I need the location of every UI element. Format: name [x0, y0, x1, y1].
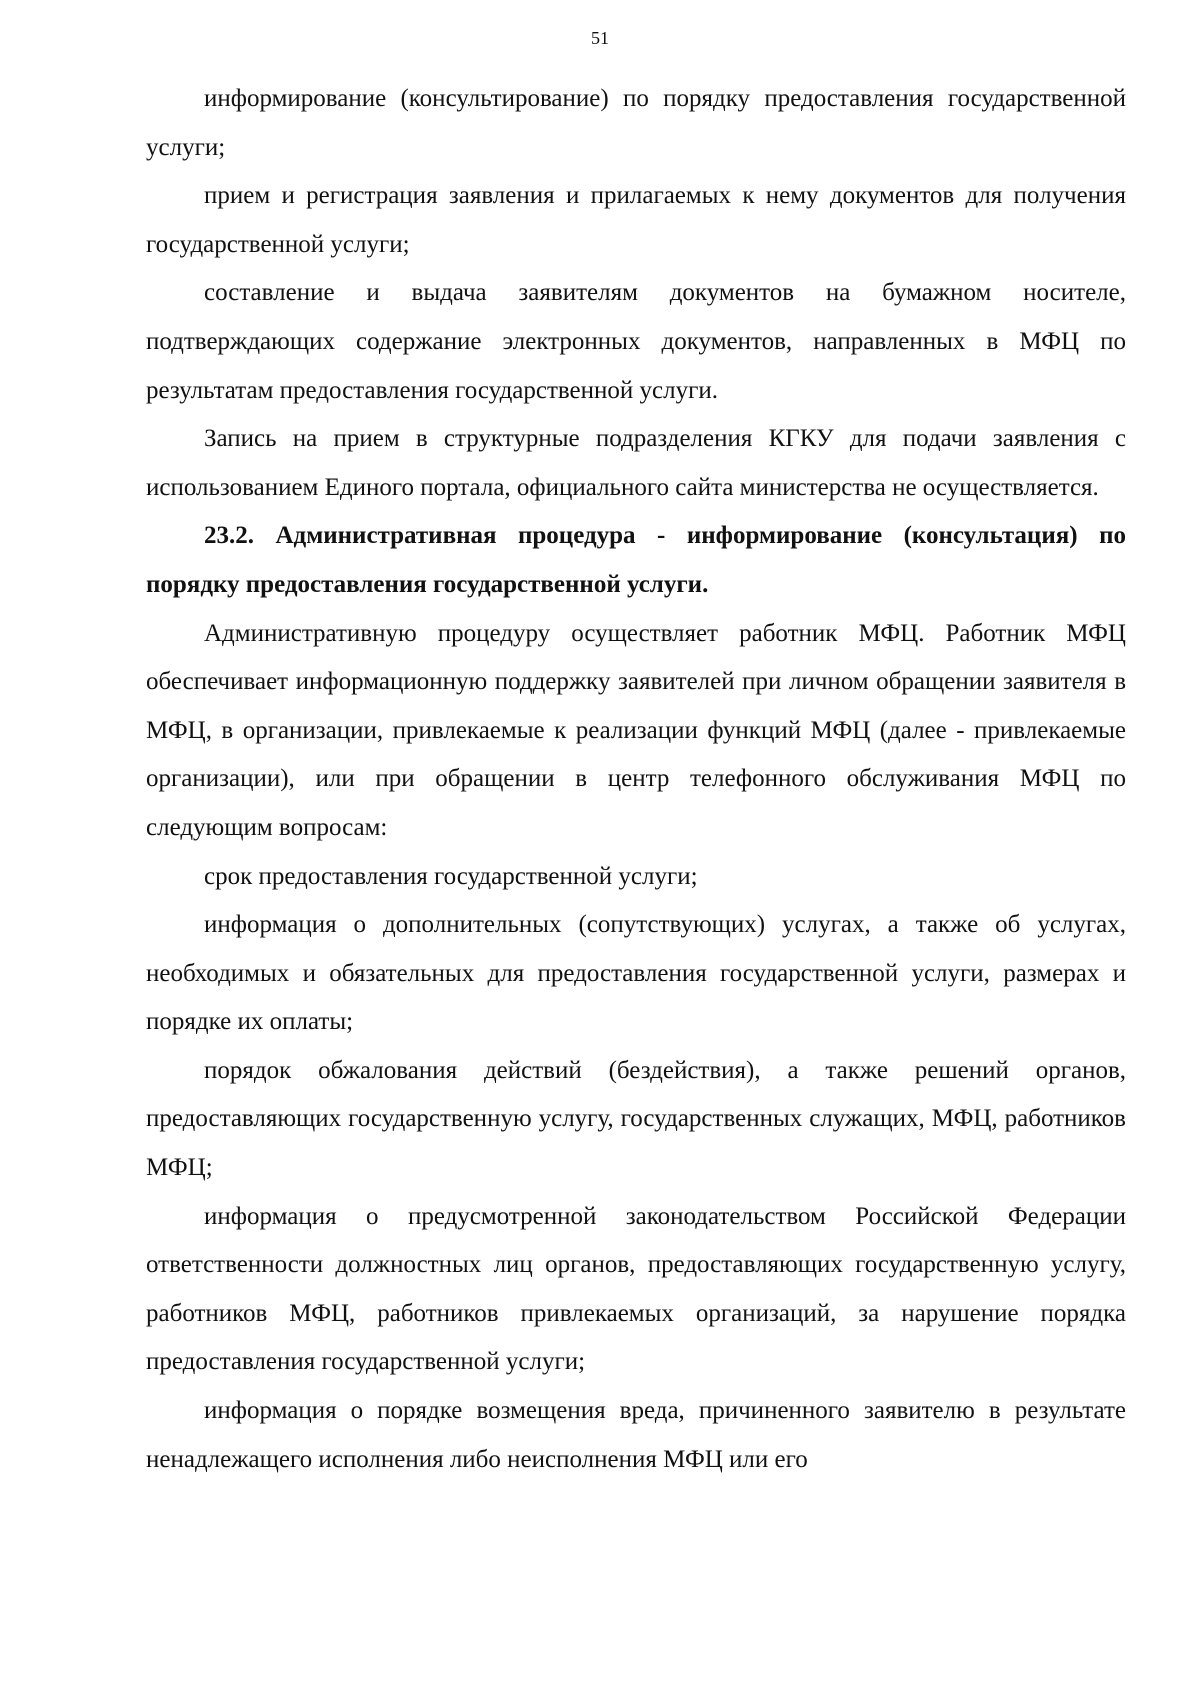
section-heading-23-2: 23.2. Административная процедура - информирование (консультация) по порядку предоставления государственной услуги. — [146, 522, 1126, 598]
paragraph-service-term: срок предоставления государственной услуги; — [204, 862, 698, 890]
paragraph-paper-documents: составление и выдача заявителям документов на бумажном носителе, подтверждающих содержание электронных документов, направленных в МФЦ по результатам предоставления государственной услуги. — [146, 279, 1126, 404]
paragraph-additional-services: информация о дополнительных (сопутствующих) услугах, а также об услугах, необходимых и обязательных для предоставления государственной услуги, размерах и порядке их оплаты; — [146, 911, 1126, 1036]
paragraph-liability: информация о предусмотренной законодательством Российской Федерации ответственности должностных лиц органов, предоставляющих государственную услугу, работников МФЦ, работников привлекаемых организаций, за нарушение порядка предоставления государственной услуги; — [146, 1202, 1126, 1376]
document-body — [146, 75, 1126, 1484]
paragraph-appeal-procedure: порядок обжалования действий (бездействия), а также решений органов, предоставляющих государственную услугу, государственных служащих, МФЦ, работников МФЦ; — [146, 1056, 1126, 1182]
paragraph-procedure-description: Административную процедуру осуществляет работник МФЦ. Работник МФЦ обеспечивает информационную поддержку заявителей при личном обращении заявителя в МФЦ, в организации, привлекаемые к реализации функций МФЦ (далее - привлекаемые организации), или при обращении в центр телефонного обслуживания МФЦ по следующим вопросам: — [146, 619, 1126, 841]
paragraph-damage-compensation: информация о порядке возмещения вреда, причиненного заявителю в результате ненадлежащего исполнения либо неисполнения МФЦ или его — [146, 1397, 1126, 1473]
paragraph-reception-registration: прием и регистрация заявления и прилагаемых к нему документов для получения государственной услуги; — [146, 182, 1126, 258]
paragraph-informing: информирование (консультирование) по порядку предоставления государственной услуги; — [146, 85, 1126, 161]
page-number: 51 — [591, 28, 609, 48]
paragraph-appointment-booking: Запись на прием в структурные подразделения КГКУ для подачи заявления с использованием Единого портала, официального сайта министерства не осуществляется. — [146, 425, 1126, 501]
